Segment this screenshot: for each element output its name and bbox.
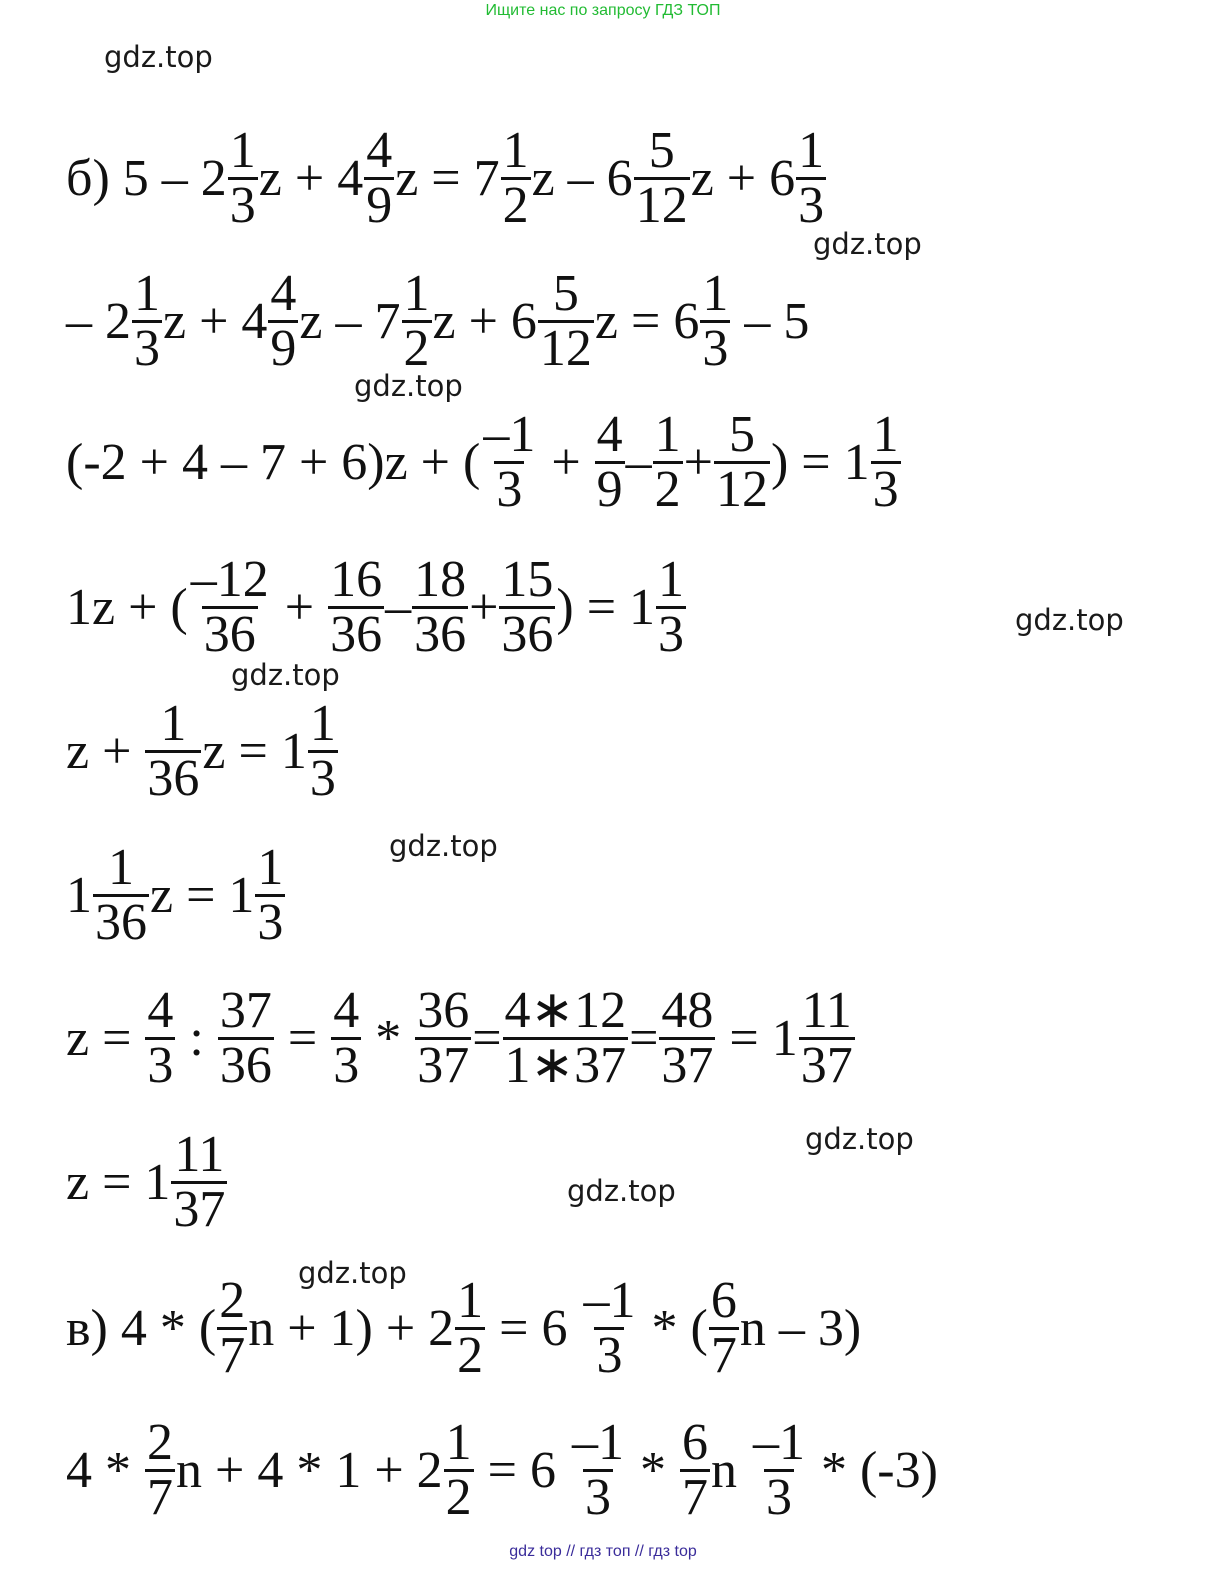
- footer-banner: gdz top // гдз топ // гдз top: [509, 1543, 697, 1560]
- fraction-numerator: 1: [702, 264, 729, 322]
- fraction-denominator: 3: [134, 319, 160, 377]
- fraction-numerator: 4: [333, 981, 360, 1039]
- fraction-numerator: 1: [502, 121, 529, 179]
- fraction-denominator: 12: [715, 460, 768, 518]
- fraction-denominator: 36: [501, 605, 554, 663]
- fraction-numerator: 4: [366, 121, 393, 179]
- fraction-numerator: 1: [403, 264, 430, 322]
- watermark: gdz.top: [104, 40, 213, 74]
- math-text: 1z + (: [66, 578, 188, 636]
- fraction: [455, 1271, 485, 1384]
- fraction: [228, 121, 258, 234]
- fraction: [132, 264, 162, 377]
- fraction-numerator: 48: [661, 981, 714, 1039]
- math-line: [66, 550, 1206, 663]
- fraction-denominator: 37: [800, 1036, 853, 1094]
- math-text: z = 6: [594, 292, 700, 350]
- math-text: z + 4: [258, 149, 364, 207]
- math-line: [66, 981, 1206, 1094]
- fraction-numerator: 1: [134, 264, 160, 322]
- math-text: = 6: [486, 1299, 581, 1357]
- fraction-denominator: 37: [417, 1036, 470, 1094]
- fraction: [656, 550, 686, 663]
- fraction: [570, 1413, 626, 1526]
- math-text: =: [629, 1009, 659, 1067]
- math-text: z – 6: [531, 149, 633, 207]
- math-text: n: [710, 1441, 750, 1499]
- watermark: gdz.top: [231, 658, 340, 692]
- fraction-numerator: 4: [147, 981, 174, 1039]
- fraction-numerator: 16: [330, 550, 383, 608]
- fraction-numerator: 6: [681, 1413, 708, 1471]
- fraction: [653, 405, 683, 518]
- fraction-numerator: 5: [728, 405, 755, 463]
- fraction-denominator: 36: [95, 893, 147, 951]
- math-text: +: [469, 578, 499, 636]
- fraction-numerator: 1: [229, 121, 256, 179]
- fraction-numerator: 36: [417, 981, 470, 1039]
- fraction-denominator: 2: [403, 319, 430, 377]
- math-text: –: [625, 433, 652, 491]
- fraction-denominator: 3: [596, 1326, 623, 1384]
- fraction: [481, 405, 537, 518]
- fraction: [503, 981, 629, 1094]
- math-text: 4 *: [66, 1441, 144, 1499]
- fraction-denominator: 3: [257, 893, 284, 951]
- math-text: ) = 1: [556, 578, 656, 636]
- math-text: +: [683, 433, 713, 491]
- fraction-denominator: 1∗37: [504, 1036, 627, 1094]
- fraction-denominator: 36: [330, 605, 383, 663]
- math-text: z = 1: [150, 866, 255, 924]
- fraction: [680, 1413, 710, 1526]
- fraction: [700, 264, 730, 377]
- fraction-numerator: 2: [219, 1271, 246, 1329]
- fraction-denominator: 2: [502, 176, 529, 234]
- fraction: [415, 981, 471, 1094]
- math-line: [66, 405, 1206, 518]
- fraction-numerator: 1: [654, 405, 681, 463]
- fraction-numerator: 4: [596, 405, 623, 463]
- fraction-numerator: 2: [147, 1413, 173, 1471]
- watermark: gdz.top: [567, 1174, 676, 1208]
- math-text: * (-3): [807, 1441, 938, 1499]
- fraction-numerator: 1: [445, 1413, 472, 1471]
- math-text: в) 4 * (: [66, 1299, 217, 1357]
- fraction: [145, 694, 201, 807]
- fraction: [255, 838, 285, 951]
- fraction-denominator: 36: [147, 749, 200, 807]
- fraction-denominator: 3: [333, 1036, 360, 1094]
- math-text: +: [538, 433, 594, 491]
- fraction-denominator: 3: [496, 460, 523, 518]
- fraction: [444, 1413, 474, 1526]
- fraction-denominator: 3: [584, 1468, 611, 1526]
- fraction-numerator: 5: [648, 121, 675, 179]
- fraction-denominator: 9: [366, 176, 393, 234]
- math-text: – 2: [66, 292, 131, 350]
- math-text: z =: [66, 1009, 145, 1067]
- fraction: [871, 405, 901, 518]
- fraction: [145, 1413, 175, 1526]
- math-text: 1: [66, 866, 92, 924]
- fraction-numerator: –1: [571, 1413, 624, 1471]
- math-text: z +: [66, 722, 145, 780]
- fraction-numerator: 1: [108, 838, 134, 896]
- fraction-denominator: 7: [710, 1326, 737, 1384]
- fraction-denominator: 12: [635, 176, 688, 234]
- fraction-denominator: 36: [414, 605, 467, 663]
- math-text: n – 3): [739, 1299, 862, 1357]
- fraction-numerator: 15: [501, 550, 554, 608]
- math-text: n + 4 * 1 + 2: [176, 1441, 443, 1499]
- fraction-numerator: 1: [160, 694, 187, 752]
- fraction-numerator: 37: [219, 981, 272, 1039]
- math-text: =: [274, 1009, 331, 1067]
- fraction-numerator: –1: [583, 1271, 636, 1329]
- fraction-denominator: 3: [658, 605, 685, 663]
- fraction: [218, 981, 274, 1094]
- fraction-numerator: 11: [174, 1125, 225, 1183]
- fraction: [331, 981, 361, 1094]
- fraction-denominator: 3: [872, 460, 899, 518]
- fraction-denominator: 9: [596, 460, 623, 518]
- math-text: – 5: [731, 292, 810, 350]
- math-text: б) 5 – 2: [66, 149, 227, 207]
- math-text: * (: [638, 1299, 708, 1357]
- math-text: =: [472, 1009, 502, 1067]
- math-line: [66, 1125, 1206, 1238]
- fraction-denominator: 37: [173, 1180, 226, 1238]
- fraction: [714, 405, 770, 518]
- fraction: [364, 121, 394, 234]
- fraction-numerator: 1: [257, 838, 284, 896]
- fraction-denominator: 3: [702, 319, 729, 377]
- fraction-numerator: 4∗12: [504, 981, 627, 1039]
- math-text: = 6: [474, 1441, 569, 1499]
- fraction-denominator: 36: [219, 1036, 272, 1094]
- fraction-denominator: 2: [654, 460, 681, 518]
- fraction: [581, 1271, 637, 1384]
- math-line: [66, 694, 1206, 807]
- math-text: :: [176, 1009, 217, 1067]
- fraction: [412, 550, 468, 663]
- fraction-numerator: 5: [552, 264, 579, 322]
- fraction: [796, 121, 826, 234]
- fraction: [93, 838, 149, 951]
- search-hint-banner: Ищите нас по запросу ГДЗ ТОП: [485, 2, 721, 19]
- math-text: –: [385, 578, 412, 636]
- fraction: [501, 121, 531, 234]
- watermark: gdz.top: [354, 369, 463, 403]
- fraction: [268, 264, 298, 377]
- watermark: gdz.top: [813, 227, 922, 261]
- watermark: gdz.top: [1015, 603, 1124, 637]
- fraction-numerator: 1: [872, 405, 899, 463]
- fraction-numerator: –1: [483, 405, 536, 463]
- fraction: [751, 1413, 807, 1526]
- math-line: [66, 264, 1206, 377]
- fraction: [189, 550, 271, 663]
- watermark: gdz.top: [805, 1122, 914, 1156]
- fraction-denominator: 7: [219, 1326, 246, 1384]
- fraction-denominator: 3: [147, 1036, 174, 1094]
- fraction: [595, 405, 625, 518]
- math-text: *: [362, 1009, 415, 1067]
- fraction-denominator: 12: [539, 319, 592, 377]
- fraction: [499, 550, 555, 663]
- math-line: [66, 1413, 1206, 1526]
- fraction-denominator: 3: [765, 1468, 792, 1526]
- math-text: (-2 + 4 – 7 + 6)z + (: [66, 433, 481, 491]
- math-text: z = 1: [202, 722, 307, 780]
- fraction-denominator: 36: [203, 605, 256, 663]
- fraction-numerator: 1: [309, 694, 336, 752]
- fraction: [145, 981, 175, 1094]
- fraction-numerator: –12: [190, 550, 269, 608]
- math-text: n + 1) + 2: [248, 1299, 455, 1357]
- math-text: z + 6: [690, 149, 796, 207]
- fraction-numerator: 4: [270, 264, 297, 322]
- fraction: [538, 264, 594, 377]
- fraction: [709, 1271, 739, 1384]
- fraction: [659, 981, 715, 1094]
- fraction-denominator: 7: [147, 1468, 173, 1526]
- fraction: [308, 694, 338, 807]
- math-line: [66, 121, 1206, 234]
- math-text: z – 7: [299, 292, 401, 350]
- fraction: [402, 264, 432, 377]
- fraction-denominator: 7: [681, 1468, 708, 1526]
- fraction-denominator: 3: [229, 176, 256, 234]
- fraction-denominator: 2: [457, 1326, 484, 1384]
- fraction-denominator: 3: [798, 176, 825, 234]
- fraction: [799, 981, 855, 1094]
- fraction: [171, 1125, 227, 1238]
- math-text: z = 1: [66, 1153, 171, 1211]
- math-text: z + 6: [432, 292, 537, 350]
- fraction-numerator: 11: [801, 981, 852, 1039]
- math-text: z = 7: [395, 149, 500, 207]
- fraction-numerator: 1: [658, 550, 685, 608]
- math-text: = 1: [716, 1009, 798, 1067]
- math-text: *: [626, 1441, 679, 1499]
- fraction-denominator: 2: [445, 1468, 472, 1526]
- fraction: [328, 550, 384, 663]
- math-line: [66, 838, 1206, 951]
- fraction-denominator: 9: [270, 319, 297, 377]
- fraction-denominator: 3: [309, 749, 336, 807]
- fraction: [634, 121, 690, 234]
- watermark: gdz.top: [389, 829, 498, 863]
- math-text: z + 4: [163, 292, 268, 350]
- fraction-numerator: –1: [752, 1413, 805, 1471]
- fraction-numerator: 1: [457, 1271, 484, 1329]
- math-text: ) = 1: [770, 433, 870, 491]
- math-text: +: [271, 578, 328, 636]
- fraction: [217, 1271, 247, 1384]
- fraction-numerator: 18: [414, 550, 467, 608]
- fraction-denominator: 37: [661, 1036, 714, 1094]
- watermark: gdz.top: [298, 1256, 407, 1290]
- fraction-numerator: 6: [710, 1271, 737, 1329]
- fraction-numerator: 1: [798, 121, 825, 179]
